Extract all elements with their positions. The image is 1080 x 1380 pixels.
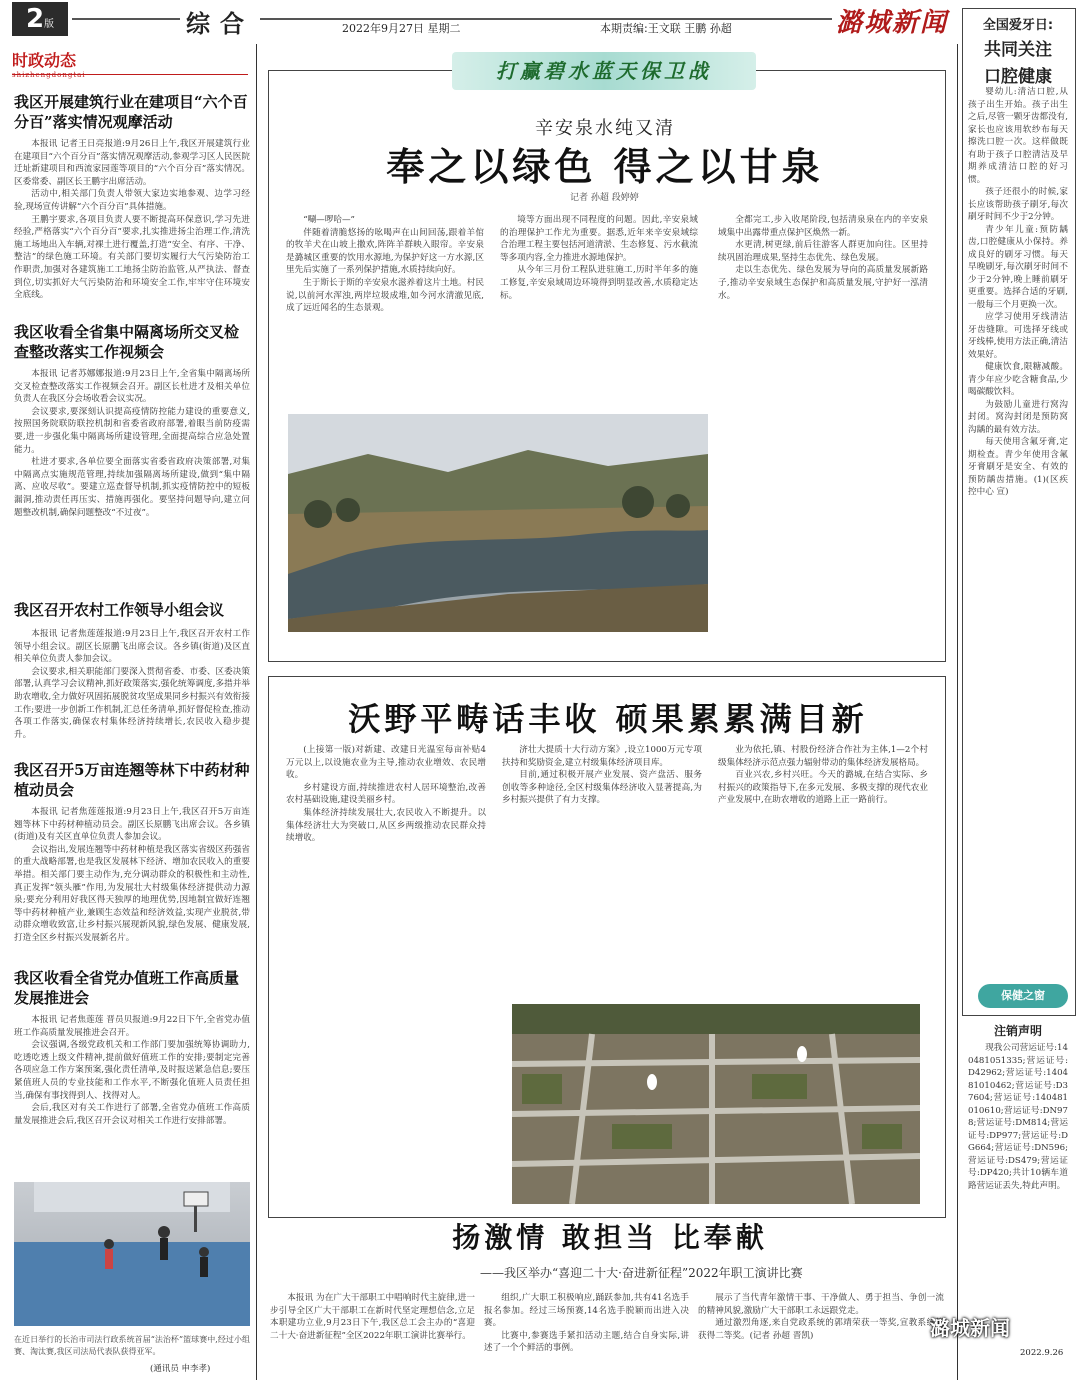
left-article-5	[14, 968, 250, 1164]
notice-body: 现我公司营运证号:140481051335;营运证号:D42962;营运证号:140481010462;营运证号:D37604;营运证号:140481010610;营运证号:DN978;营运证号:DM814;营运证号:DP977;营运证号:DG664;营运证号:DN596;营运证号:DS479;营运证号:DP420;共计10辆车道路营运证丢失,特此声明。	[968, 1043, 1068, 1191]
feature2-headline: 沃野平畴话丰收 硕果累累满目新	[348, 700, 868, 738]
column-brand: 时政动态 shizhengdongtai	[12, 51, 86, 79]
feature-byline: 记者 孙超 段婷婷	[570, 193, 639, 203]
brand-rule	[12, 74, 248, 79]
health-title: 全国爱牙日: 共同关注 口腔健康	[982, 18, 1054, 87]
feature2-col-3: 业为依托,镇、村股份经济合作社为主体,1—2个村级集体经济示范点强力辐射带动的集体经济发展格局。 百业兴农,乡村兴旺。今天的潞城,在结合实际、乡村振兴的政策指导下,在多元发展、多极支撑的现代农业产业发展中,在助农增收的道路上正一路前行。	[718, 745, 928, 806]
feature-banner: 打赢碧水蓝天保卫战	[452, 52, 756, 90]
photo-caption: 在近日举行的长治市司法行政系统首届“法治杯”篮球赛中,经过小组赛、淘汰赛,我区司法局代表队获得亚军。	[14, 1335, 250, 1356]
feature-col-1: “唰—啰哈—” 伴随着清脆悠扬的吆喝声在山间回荡,跟着羊倌的牧羊犬在山坡上撒欢,阵阵羊群映入眼帘。辛安泉是潞城区重要的饮用水源地,为保护好这一方水源,区里先后实施了一系列保护措施,水质持续向好。 生于斯长于斯的辛安泉水滋养着这片土地。村民说,以前河水浑浊,两岸垃圾成堆,如今河水清澈见底,成了远近闻名的生态景观。	[286, 215, 484, 314]
article-title: 我区召开农村工作领导小组会议	[14, 601, 225, 619]
river-photo	[288, 414, 708, 632]
article-body: 本报讯 记者焦莲莲 晋员贝报道:9月22日下午,全省党办值班工作高质量发展推进会召开。 会议强调,各级党政机关和工作部门要加强统筹协调助力,吃透吃透上级文件精神,提前做好值班工作的安排;要制定完善各项应急工作方案预案,强化责任清单,及时报送紧急信息;要压紧值班人员的专业技能和工作水平,不断强化值班人员责任担当,确保有事找得到人、找得对人。 会后,我区对有关工作进行了部署,全省党办值班工作高质量发展推进会后,我区召开会议对相关工作进行安排部署。	[14, 1015, 250, 1126]
basketball-photo	[14, 1182, 250, 1326]
watermark: 潞城新闻	[930, 1316, 1010, 1340]
left-article-3	[14, 600, 250, 750]
feature2-col-1: (上接第一版)对新建、改建日光温室每亩补贴4万元以上,以设施农业为主导,推动农业增效、农民增收。 乡村建设方面,持续推进农村人居环境整治,改善农村基础设施,建设美丽乡村。 集体经济持续发展壮大,农民收入不断提升。以集体经济壮大为突破口,从区乡两级推动农民群众持续增收。	[286, 745, 486, 844]
article-title: 我区开展建筑行业在建项目“六个百分百”落实情况观摩活动	[14, 93, 248, 131]
article-title: 我区召开5万亩连翘等林下中药材种植动员会	[14, 761, 250, 799]
article-body: 本报讯 记者焦莲莲报道:9月23日上午,我区召开农村工作领导小组会议。副区长原鹏飞出席会议。各乡镇(街道)及区直相关单位负责人参加会议。 会议要求,相关职能部门要深入贯彻省委、市委、区委决策部署,认真学习会议精神,抓好政策落实,强化统筹调度,多措并举助农增收,全力做好巩固拓展脱贫攻坚成果同乡村振兴有效衔接工作;要进一步创新工作机制,汇总任务清单,抓好督促检查,推动各项工作落实,确保农村集体经济持续增长,农民收入稳步提升。	[14, 629, 250, 740]
editors-line: 本期责编:王文联 王鹏 孙超	[596, 20, 736, 36]
page-number: 2版	[12, 2, 68, 36]
notice-date: 2022.9.26	[1020, 1348, 1064, 1358]
feature-col-2: 境等方面出现不同程度的问题。因此,辛安泉域的治理保护工作尤为重要。据悉,近年来辛安泉域综合治理工程主要包括河道清淤、生态修复、污水截流等多项内容,全力推进水源地保护。 从今年三月份工程队进驻施工,历时半年多的施工修复,辛安泉域周边环境得到明显改善,水质稳定达标。	[500, 215, 698, 301]
article-title: 我区收看全省党办值班工作高质量发展推进会	[14, 969, 240, 1007]
farm-photo	[512, 1004, 920, 1204]
feature3-col-2: 组织,广大职工积极响应,踊跃参加,共有41名选手报名参加。经过三场预赛,14名选手脱颖而出进入决赛。 比赛中,参赛选手紧扣活动主题,结合自身实际,讲述了一个个鲜活的事例。	[484, 1293, 689, 1354]
health-body: 婴幼儿:清洁口腔,从孩子出生开始。孩子出生之后,尽管一颗牙齿都没有,家长也应该用软纱布每天擦洗口腔一次。这样做既有助于孩子口腔清洁及早期养成清洁口腔的好习惯。 孩子还很小的时候,家长应该帮助孩子刷牙,每次刷牙时间不少于2分钟。 青少年儿童:预防龋齿,口腔健康从小保持。养成良好的刷牙习惯。每天早晚刷牙,每次刷牙时间不少于2分钟,晚上睡前刷牙更重要。选择合适的牙刷,一般每三个月更换一次。 应学习使用牙线清洁牙齿缝隙。可选择牙线或牙线棒,使用方法正确,清洁效果好。 健康饮食,限糖减酸。青少年应少吃含糖食品,少喝碳酸饮料。 为鼓励儿童进行窝沟封闭。窝沟封闭是预防窝沟龋的最有效方法。 每天使用含氟牙膏,定期检查。青少年使用含氟牙膏刷牙是安全、有效的预防龋齿措施。(1)(区疾控中心 宣)	[968, 87, 1068, 497]
feature3-col-1: 本报讯 为在广大干部职工中唱响时代主旋律,进一步引导全区广大干部职工在新时代坚定理想信念,立足本职建功立业,9月23日下午,我区总工会主办的“喜迎二十大·奋进新征程”全区2022年职工演讲比赛举行。	[270, 1293, 475, 1341]
page-header	[0, 0, 1080, 40]
notice-title: 注销声明	[993, 1024, 1042, 1038]
feature-subtitle: 辛安泉水纯又清	[535, 118, 675, 139]
left-article-2	[14, 322, 250, 590]
photo-credit: (通讯员 申李孝)	[150, 1364, 211, 1374]
article-body: 本报讯 记者苏娜娜报道:9月23日上午,全省集中隔离场所交叉检查整改落实工作视频会召开。副区长杜进才及相关单位负责人在我区分会场收看会议实况。 会议要求,要深刻认识提高疫情防控能力建设的重要意义,按照国务院联防联控机制和省委省政府部署,着眼当前防疫需要,进一步强化集中隔离场所建设管理,全面提高综合应急处置能力。 杜进才要求,各单位要全面落实省委省政府决策部署,对集中隔离点实施规范管理,持续加强隔离场所建设,做到“集中隔离、应收尽收”。要建立巡查督导机制,抓实疫情防控中的短板漏洞,推动责任再压实、措施再强化。要坚持问题导向,建立问题整改机制,确保问题整改“不过夜”。	[14, 369, 250, 518]
feature3-col-3: 展示了当代青年激情干事、干净做人、勇于担当、争创一流的精神风貌,激励广大干部职工永远跟党走。 通过激烈角逐,来自党政系统的郭靖荣获一等奖,宣教系统等获得二等奖。(记者 孙超 晋凯)	[698, 1293, 944, 1341]
feature3-subheadline: ——我区举办“喜迎二十大·奋进新征程”2022年职工演讲比赛	[480, 1266, 803, 1280]
article-title: 我区收看全省集中隔离场所交叉检查整改落实工作视频会	[14, 323, 240, 361]
health-logo: 保健之窗	[978, 984, 1068, 1008]
masthead-logo: 潞城新闻	[832, 2, 952, 39]
article-body: 本报讯 记者王日亮报道:9月26日上午,我区开展建筑行业在建项目“六个百分百”落实情况观摩活动,参观学习区人民医院迁址新建项目和西流家园莲等项目的“六个百分百”落实情况。区委常委、副区长王鹏宇出席活动。 活动中,相关部门负责人带领大家边实地参观、边学习经验,现场宣传讲解“六个百分百”具体措施。 王鹏宇要求,各项目负责人要不断提高环保意识,学习先进经验,严格落实“六个百分百”要求,扎实推进扬尘治理工作,清洗施工场地出入车辆,对裸土进行覆盖,打造“安全、有序、干净、整洁”的绿色施工环境。有关部门要切实履行大气污染防治工作职责,加强对各建筑施工工地扬尘防治监管,从严执法、督查到位,切实抓好大气污染防治和环境安全工作,牢牢守住环境安全底线。	[14, 139, 250, 301]
feature-col-3: 全都完工,步入收尾阶段,包括清泉泉在内的辛安泉域集中出露带重点保护区焕然一新。 水更清,树更绿,前后往游客人群更加向往。区里持续巩固治理成果,坚持生态优先、绿色发展。 走以生态优先、绿色发展为导向的高质量发展新路子,推动辛安泉域生态保护和高质量发展,守护好一泓清水。	[718, 215, 928, 301]
column-divider-right	[957, 44, 958, 1380]
issue-date: 2022年9月27日 星期二	[338, 20, 465, 36]
feature-headline: 奉之以绿色 得之以甘泉	[386, 144, 824, 189]
left-article-1	[14, 92, 250, 308]
feature3-headline: 扬激情 敢担当 比奉献	[452, 1221, 768, 1254]
feature2-col-2: 济壮大提质十大行动方案》,设立1000万元专项扶持和奖励资金,建立村级集体经济项目库。 目前,通过积极开展产业发展、资产盘活、服务创收等多种途径,全区村级集体经济收入显著提高,为乡村振兴提供了有力支撑。	[502, 745, 702, 806]
article-body: 本报讯 记者焦莲莲报道:9月23日上午,我区召开5万亩连翘等林下中药材种植动员会。副区长原鹏飞出席会议。各乡镇(街道)及有关区直单位负责人参加会议。 会议指出,发展连翘等中药材种植是我区落实省级区药强省的重大战略部署,也是我区发展林下经济、增加农民收入的重要举措。相关部门要主动作为,充分调动群众的积极性和主动性,真正发挥“领头雁”作用,为发展壮大村级集体经济提供动力源泉;要充分利用好我区得天独厚的地理优势,因地制宜做好连翘等中药材种植产业,兼顾生态效益和经济效益,实现产业脱贫,带动群众增收致富,让乡村振兴展现新风貌,绿色发展、健康发展,打造全区乡村振兴发展新名片。	[14, 807, 250, 943]
column-divider-left	[256, 44, 257, 1380]
section-title: 综合	[180, 4, 260, 39]
left-article-4	[14, 760, 250, 964]
